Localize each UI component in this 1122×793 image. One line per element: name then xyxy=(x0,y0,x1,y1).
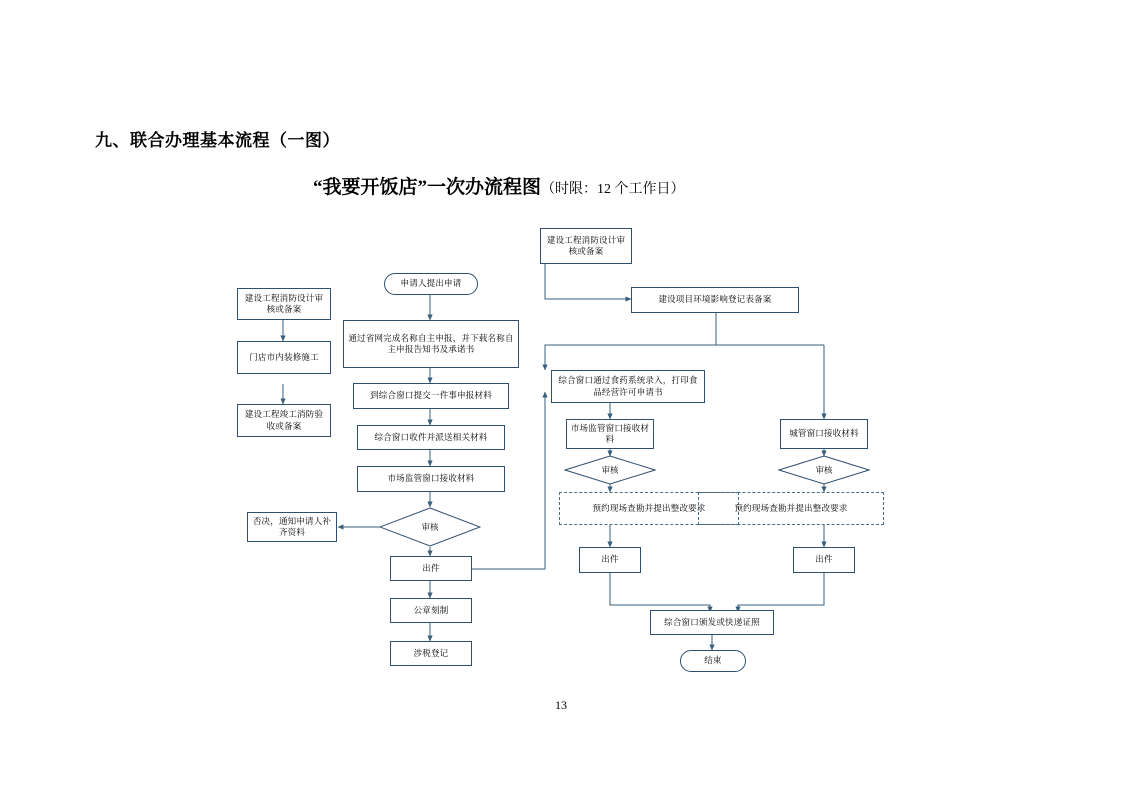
node-urban-window-receive: 城管窗口接收材料 xyxy=(780,419,868,449)
node-market-window-receive-right: 市场监管窗口接收材料 xyxy=(566,419,654,449)
node-fire-design-review-left: 建设工程消防设计审核或备案 xyxy=(237,288,331,320)
node-tax-registration: 涉税登记 xyxy=(390,641,472,666)
node-issue-market: 出件 xyxy=(579,547,641,573)
node-site-survey-urban-label: 预约现场查勘并提出整改要求 xyxy=(734,502,848,513)
node-window-receive-dispatch: 综合窗口收件并派送相关材料 xyxy=(357,425,505,450)
node-end: 结束 xyxy=(680,650,746,672)
chart-title-main: “我要开饭店”一次办流程图 xyxy=(313,177,542,198)
node-seal-engraving: 公章刻制 xyxy=(390,598,472,623)
node-fire-design-review-right: 建设工程消防设计审核或备案 xyxy=(540,228,632,264)
node-name-declaration: 通过省网完成名称自主申报，并下载名称自主申报告知书及承诺书 xyxy=(343,320,519,368)
node-issue-urban: 出件 xyxy=(793,547,855,573)
node-site-survey-market-label: 预约现场查勘并提出整改要求 xyxy=(592,502,706,513)
node-issue-left: 出件 xyxy=(390,556,472,581)
node-store-interior-construction: 门店市内装修施工 xyxy=(237,341,331,374)
node-review-left-label: 审核 xyxy=(421,522,439,532)
node-review-urban-label: 审核 xyxy=(815,465,833,475)
node-food-drug-system-entry: 综合窗口通过食药系统录入，打印食品经营许可申请书 xyxy=(551,370,705,403)
node-review-market xyxy=(564,455,656,485)
node-window-issue-license: 综合窗口颁发或快递证照 xyxy=(650,610,774,635)
page-heading: 九、联合办理基本流程（一图） xyxy=(95,131,340,150)
node-application-submit: 申请人提出申请 xyxy=(384,273,478,295)
node-reject-notify: 否决，通知申请人补齐资料 xyxy=(247,512,337,542)
node-review-market-label: 审核 xyxy=(601,465,619,475)
page-number: 13 xyxy=(555,698,567,712)
chart-title-note: （时限：12 个工作日） xyxy=(541,182,685,197)
node-env-impact-registration: 建设项目环境影响登记表备案 xyxy=(631,287,799,313)
node-market-window-receive: 市场监管窗口接收材料 xyxy=(357,466,505,492)
node-review-urban xyxy=(778,455,870,485)
node-fire-acceptance: 建设工程竣工消防验收或备案 xyxy=(237,404,331,437)
node-review-left xyxy=(379,507,481,547)
node-submit-materials: 到综合窗口提交一件事申报材料 xyxy=(353,383,509,409)
node-site-survey-urban xyxy=(698,492,884,525)
